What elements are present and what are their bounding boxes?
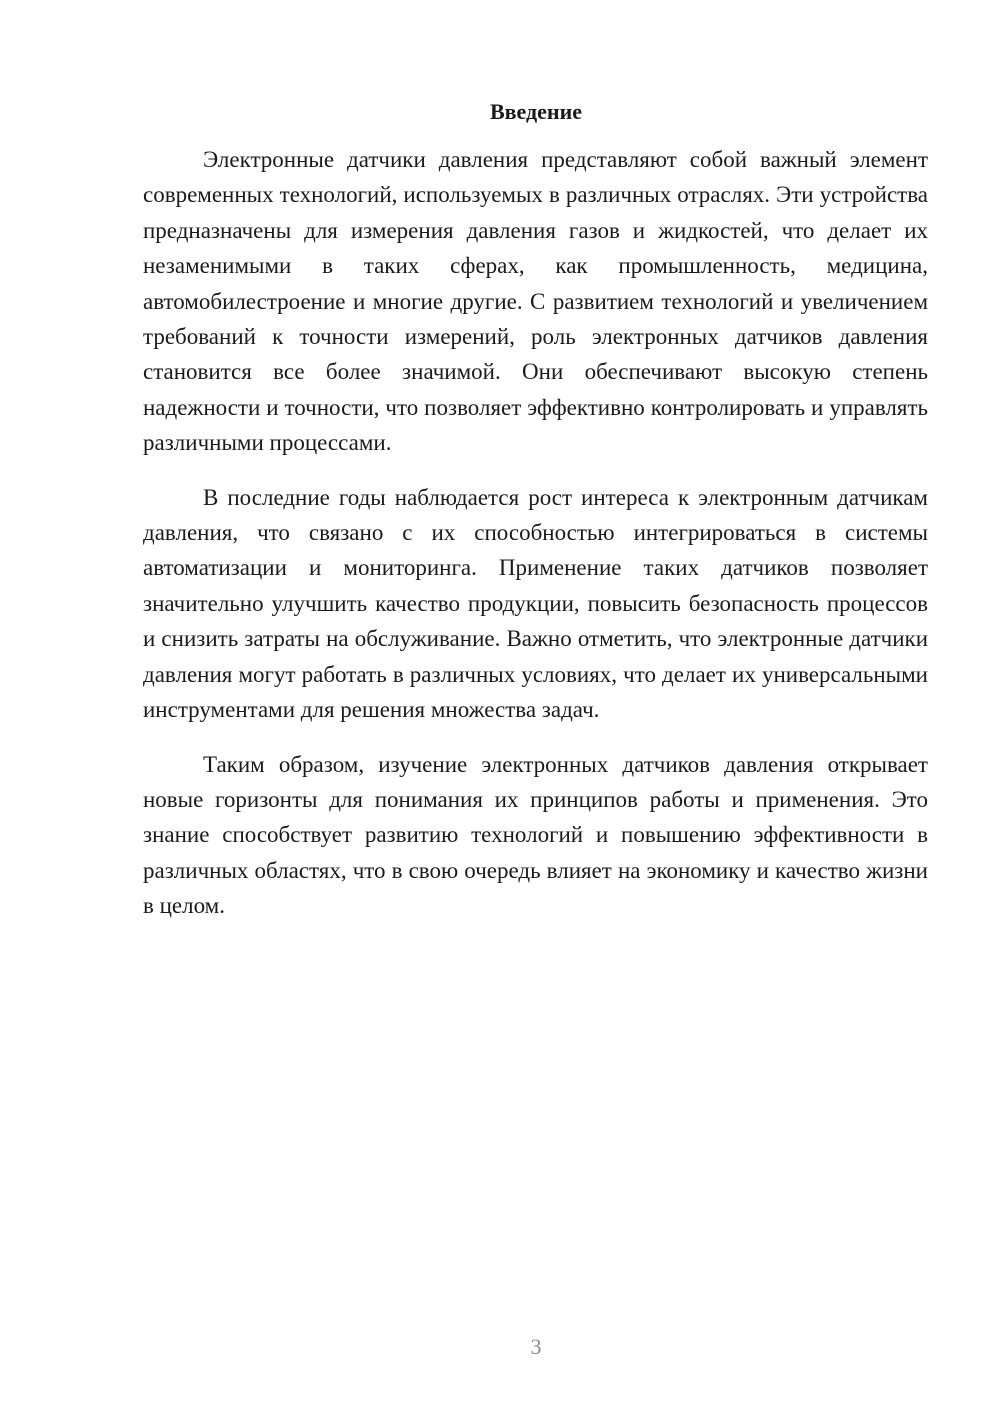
page-number: 3 bbox=[530, 1334, 542, 1359]
paragraph-1: Электронные датчики давления представляют собой важный элемент современных технологий, используемых в различных отраслях. Эти устройства предназначены для измерения давления газов и жидкостей, что делает их незаменимыми в таких сферах, как промышленность, медицина, автомобилестроение и многие другие. С развитием технологий и увеличением требований к точности измерений, роль электронных датчиков давления становится все более значимой. Они обеспечивают высокую степень надежности и точности, что позволяет эффективно контролировать и управлять различными процессами. bbox=[143, 147, 928, 456]
section-title: Введение bbox=[489, 99, 583, 124]
body-text bbox=[143, 142, 928, 924]
paragraph-2: В последние годы наблюдается рост интереса к электронным датчикам давления, что связано с их способностью интегрироваться в системы автоматизации и мониторинга. Применение таких датчиков позволяет значительно улучшить качество продукции, повысить безопасность процессов и снизить затраты на обслуживание. Важно отметить, что электронные датчики давления могут работать в различных условиях, что делает их универсальными инструментами для решения множества задач. bbox=[143, 484, 928, 723]
paragraph-3: Таким образом, изучение электронных датчиков давления открывает новые горизонты для понимания их принципов работы и применения. Это знание способствует развитию технологий и повышению эффективности в различных областях, что в свою очередь влияет на экономику и качество жизни в целом. bbox=[143, 751, 928, 919]
